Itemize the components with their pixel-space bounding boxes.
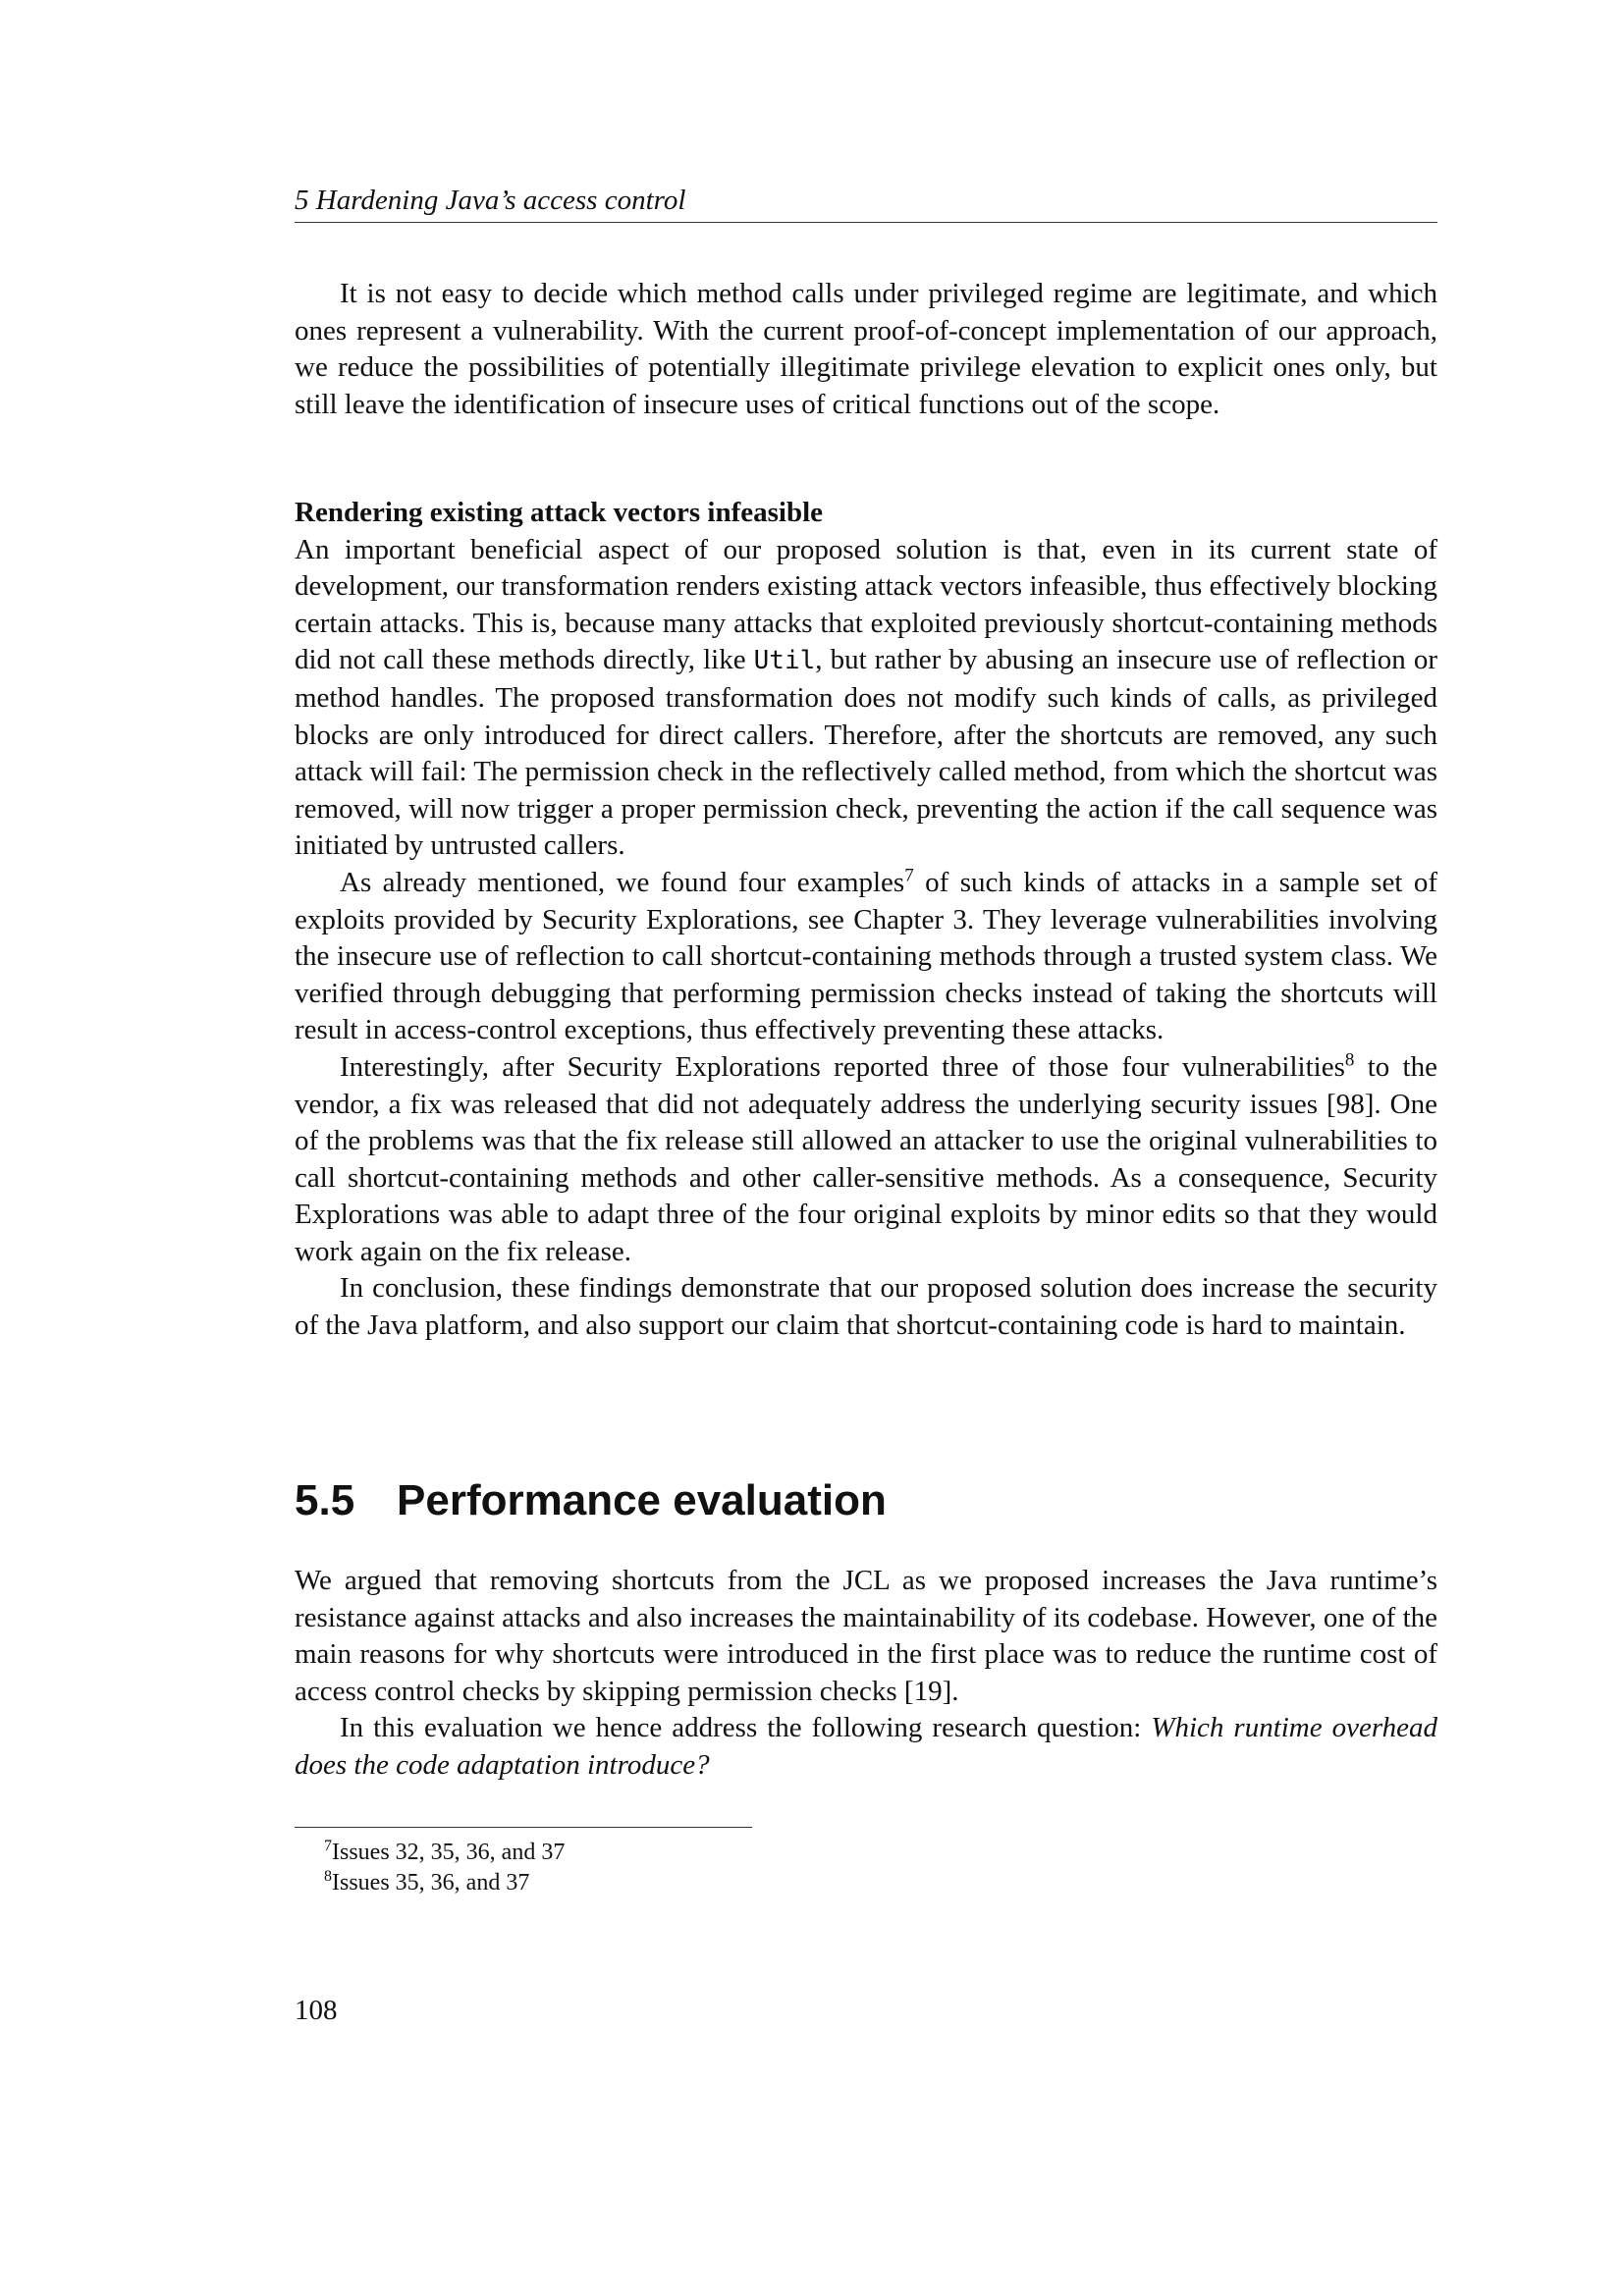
subsection-paragraph-3 (295, 1049, 1437, 1271)
paragraph-1: It is not easy to decide which method calls under privileged regime are legitimate, and which ones represent a vulnerability. With the current proof-of-concept implementation of our approach, we reduce the possibilities of potentially illegitimate privilege elevation to explicit ones only, but still leave the identification of insecure uses of critical functions out of the scope. (295, 278, 1437, 420)
footnotes (295, 1838, 1437, 1898)
section-text-block (295, 1563, 1437, 1785)
section-paragraph-2 (295, 1710, 1437, 1784)
sp1-text-a: An important beneficial aspect of our proposed solution is that, even in its current state of development, our transformation renders existing attack vectors infeasible, thus effectively blocking certain attacks. This is, because many attacks that exploited previously shortcut-containing methods did not call these methods directly, like (295, 533, 1437, 676)
subsection-paragraph-1 (295, 532, 1437, 865)
footnote-ref-7[interactable]: 7 (904, 865, 914, 886)
sp2-text-b: of such kinds of attacks in a sample set of exploits provided by Security Explorations, see Chapter 3. They leverage vulnerabilities involving the insecure use of reflection to call shortcut-containing methods through a trusted system class. We verified through debugging that performing permission checks instead of taking the shortcuts will result in access-control exceptions, thus effectively preventing these attacks. (295, 866, 1437, 1046)
footnote-8 (295, 1868, 1437, 1898)
footnote-ref-8[interactable]: 8 (1344, 1049, 1355, 1071)
intro-text-block (295, 276, 1437, 423)
page-number: 108 (295, 1995, 338, 2026)
subsection-paragraph-4: In conclusion, these findings demonstrate that our proposed solution does increase the security of the Java platform, and also support our claim that shortcut-containing code is hard to maintain. (295, 1272, 1437, 1342)
section-heading (295, 1474, 887, 1527)
sec-p2-text: In this evaluation we hence address the following research question: (340, 1712, 1152, 1744)
sp3-text-b: to the vendor, a fix was released that did not adequately address the underlying security issues [98]. One of the problems was that the fix release still allowed an attacker to use the original vulnerabilities to call shortcut-containing methods and other caller-sensitive methods. As a consequence, Security Explorations was able to adapt three of the four original exploits by minor edits so that they would work again on the fix release. (295, 1050, 1437, 1267)
research-question: Which runtime overhead does the code adaptation introduce? (295, 1712, 1437, 1781)
section-number: 5.5 (295, 1476, 355, 1524)
subsection-text-block (295, 495, 1437, 1345)
running-header: 5 Hardening Java’s access control (295, 183, 1437, 223)
subsection-heading: Rendering existing attack vectors infeasible (295, 497, 824, 528)
subsection-paragraph-2 (295, 865, 1437, 1049)
sp2-text-a: As already mentioned, we found four examples (340, 866, 905, 898)
section-paragraph-1: We argued that removing shortcuts from the JCL as we proposed increases the Java runtime’s resistance against attacks and also increases the maintainability of its codebase. However, one of the main reasons for why shortcuts were introduced in the first place was to reduce the runtime cost of access control checks by skipping permission checks [19]. (295, 1565, 1437, 1707)
footnote-rule (295, 1827, 752, 1828)
footnote-mark: 8 (324, 1868, 332, 1885)
sp1-text-b: , but rather by abusing an insecure use of reflection or method handles. The proposed transformation does not modify such kinds of calls, as privileged blocks are only introduced for direct callers. Therefore, after the shortcuts are removed, any such attack will fail: The permission check in the reflectively called method, from which the shortcut was removed, will now trigger a proper permission check, preventing the action if the call sequence was initiated by untrusted callers. (295, 644, 1437, 862)
footnote-mark: 7 (324, 1838, 332, 1854)
section-title: Performance evaluation (397, 1476, 887, 1524)
footnote-7 (295, 1838, 1437, 1868)
sp3-text-a: Interestingly, after Security Explorations reported three of those four vulnerabilities (340, 1050, 1345, 1083)
footnote-text: Issues 32, 35, 36, and 37 (332, 1840, 566, 1865)
code-util: Util (753, 646, 816, 676)
footnote-text: Issues 35, 36, and 37 (332, 1870, 530, 1896)
